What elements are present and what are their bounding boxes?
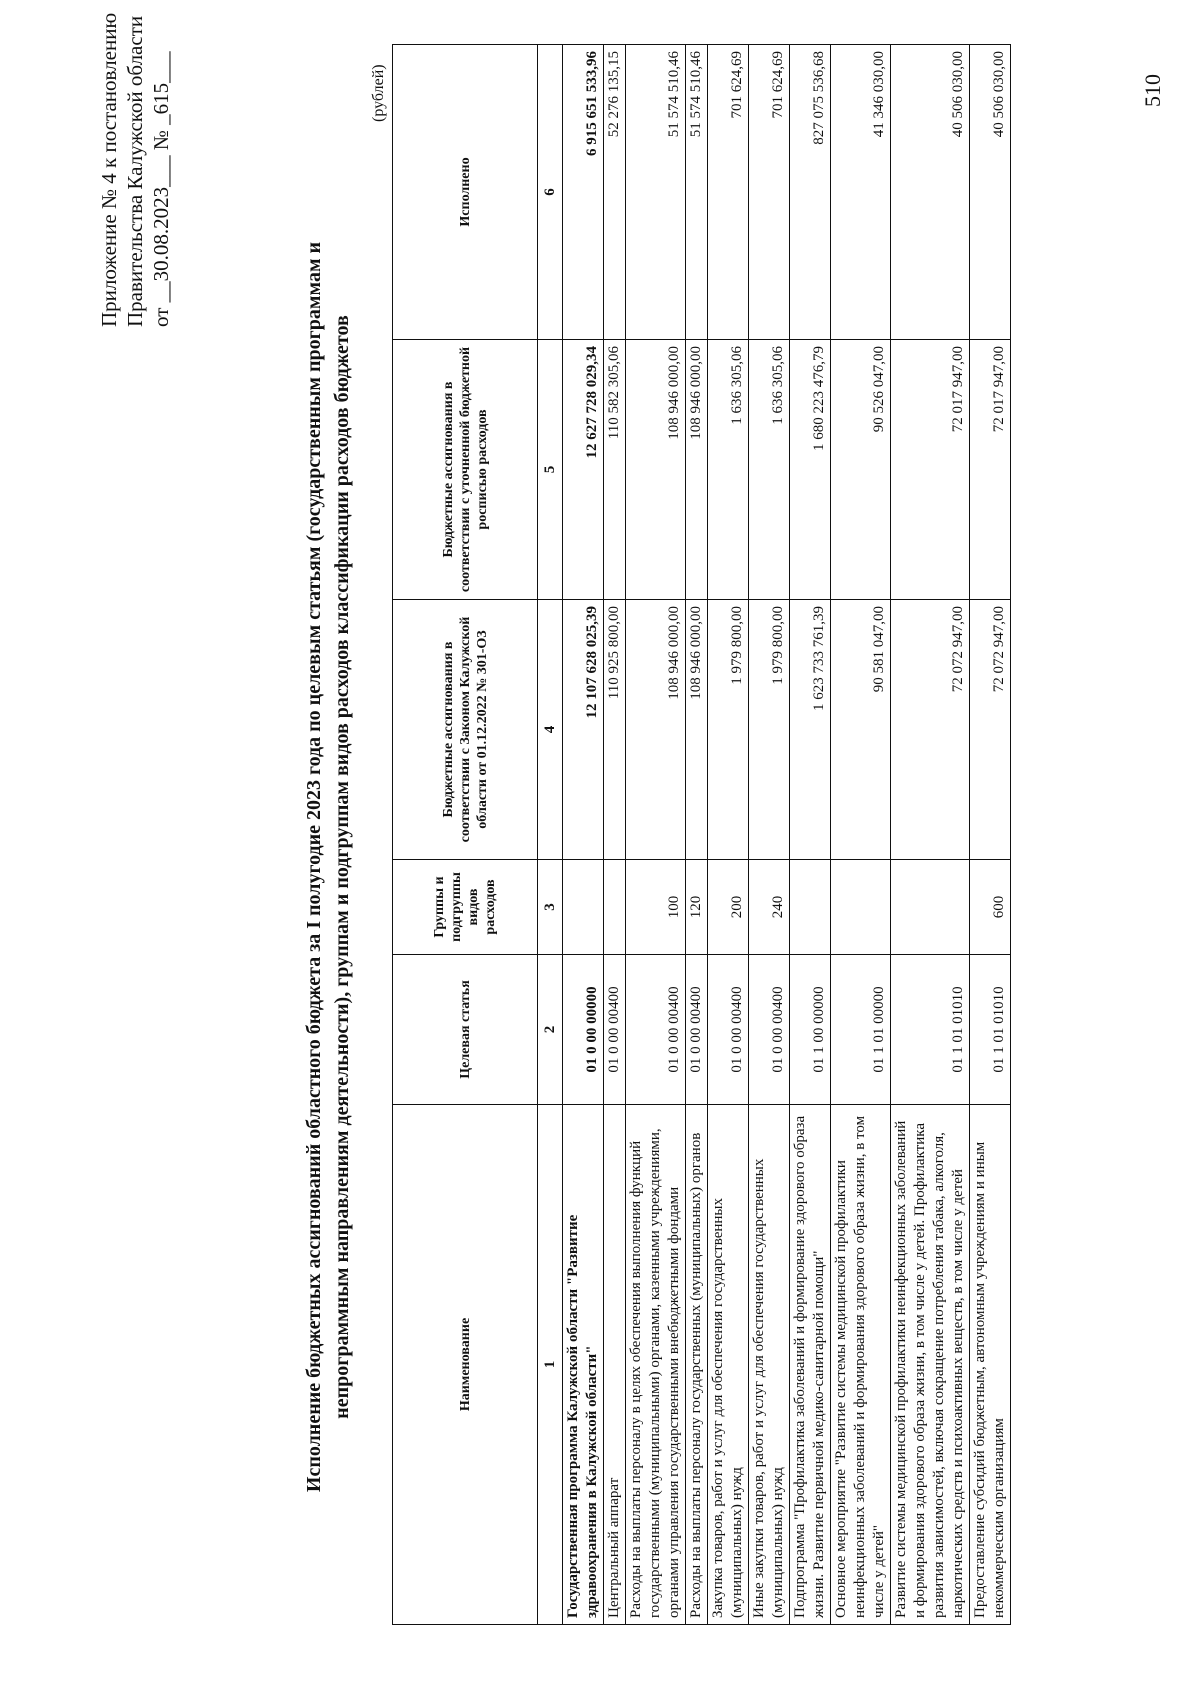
row-group: 120 [686, 860, 708, 955]
row-name: Предоставление субсидий бюджетным, автономным учреждениям и иным некоммерческим организациям [970, 1105, 1011, 1625]
row-group: 200 [708, 860, 749, 955]
table-column-numbers-row [538, 45, 563, 1625]
column-header-code: Целевая статья [393, 955, 538, 1105]
column-number: 2 [538, 955, 563, 1105]
row-group [831, 860, 891, 955]
row-group [563, 860, 604, 955]
table-row [970, 45, 1011, 1625]
row-target-code: 01 0 00 00400 [749, 955, 790, 1105]
row-law-amount: 110 925 800,00 [604, 600, 626, 860]
table-row [891, 45, 970, 1625]
appendix-header [96, 12, 174, 327]
table-row [749, 45, 790, 1625]
row-name: Основное мероприятие "Развитие системы медицинской профилактики неинфекционных заболеваний и формирования здорового образа жизни, в том числе у детей" [831, 1105, 891, 1625]
row-executed-amount: 40 506 030,00 [891, 45, 970, 340]
table-row [563, 45, 604, 1625]
row-executed-amount: 51 574 510,46 [626, 45, 686, 340]
row-executed-amount: 40 506 030,00 [970, 45, 1011, 340]
row-law-amount: 12 107 628 025,39 [563, 600, 604, 860]
row-law-amount: 72 072 947,00 [970, 600, 1011, 860]
budget-table [392, 44, 1011, 1625]
row-executed-amount: 6 915 651 533,96 [563, 45, 604, 340]
row-executed-amount: 52 276 135,15 [604, 45, 626, 340]
column-header-group: Группы и подгруппы видов расходов [393, 860, 538, 955]
row-executed-amount: 701 624,69 [749, 45, 790, 340]
title-line-1: Исполнение бюджетных ассигнований областного бюджета за I полугодие 2023 года по целевым статьям (государственным программам и [303, 241, 325, 1493]
row-group [891, 860, 970, 955]
appendix-line-3: от __30.08.2023___ № _615___ [149, 51, 173, 327]
column-number: 4 [538, 600, 563, 860]
table-row [604, 45, 626, 1625]
column-header-law: Бюджетные ассигнования в соответствии с Законом Калужской области от 01.12.2022 № 301-ОЗ [393, 600, 538, 860]
row-target-code: 01 0 00 00400 [686, 955, 708, 1105]
row-name: Иные закупки товаров, работ и услуг для обеспечения государственных (муниципальных) нужд [749, 1105, 790, 1625]
page-number: 510 [1140, 74, 1165, 107]
row-target-code: 01 1 01 01010 [970, 955, 1011, 1105]
units-label: (рублей) [370, 64, 387, 122]
appendix-line-2: Правительства Калужской области [123, 15, 147, 327]
row-plan-amount: 1 636 305,06 [749, 340, 790, 600]
row-executed-amount: 41 346 030,00 [831, 45, 891, 340]
row-target-code: 01 1 01 01010 [891, 955, 970, 1105]
row-name: Подпрограмма "Профилактика заболеваний и формирование здорового образа жизни. Развитие первичной медико-санитарной помощи" [790, 1105, 831, 1625]
row-executed-amount: 827 075 536,68 [790, 45, 831, 340]
column-header-plan: Бюджетные ассигнования в соответствии с уточненной бюджетной росписью расходов [393, 340, 538, 600]
row-plan-amount: 90 526 047,00 [831, 340, 891, 600]
table-row [686, 45, 708, 1625]
row-plan-amount: 1 680 223 476,79 [790, 340, 831, 600]
column-number: 1 [538, 1105, 563, 1625]
row-law-amount: 1 623 733 761,39 [790, 600, 831, 860]
row-law-amount: 108 946 000,00 [686, 600, 708, 860]
table-row [708, 45, 749, 1625]
row-target-code: 01 0 00 00400 [708, 955, 749, 1105]
table-row [831, 45, 891, 1625]
row-name: Расходы на выплаты персоналу государственных (муниципальных) органов [686, 1105, 708, 1625]
table-header-row [393, 45, 538, 1625]
row-plan-amount: 108 946 000,00 [686, 340, 708, 600]
row-law-amount: 90 581 047,00 [831, 600, 891, 860]
column-header-name: Наименование [393, 1105, 538, 1625]
row-executed-amount: 701 624,69 [708, 45, 749, 340]
row-name: Развитие системы медицинской профилактики неинфекционных заболеваний и формирования здорового образа жизни, в том числе у детей. Профилактика развития зависимостей, включая сокращение потребления табака, алкоголя, наркотических средств и психоактивных веществ, в том числе у детей [891, 1105, 970, 1625]
document-title [300, 167, 356, 1567]
row-group [790, 860, 831, 955]
table-row [790, 45, 831, 1625]
row-plan-amount: 108 946 000,00 [626, 340, 686, 600]
row-name: Государственная программа Калужской области "Развитие здравоохранения в Калужской области" [563, 1105, 604, 1625]
row-target-code: 01 1 01 00000 [831, 955, 891, 1105]
row-target-code: 01 0 00 00400 [604, 955, 626, 1105]
title-line-2: непрограммным направлениям деятельности), группам и подгруппам видов расходов классификации расходов бюджетов [331, 315, 353, 1419]
column-header-done: Исполнено [393, 45, 538, 340]
row-group: 240 [749, 860, 790, 955]
column-number: 3 [538, 860, 563, 955]
row-plan-amount: 110 582 305,06 [604, 340, 626, 600]
row-target-code: 01 1 00 00000 [790, 955, 831, 1105]
row-plan-amount: 1 636 305,06 [708, 340, 749, 600]
row-group [604, 860, 626, 955]
row-law-amount: 1 979 800,00 [708, 600, 749, 860]
row-plan-amount: 12 627 728 029,34 [563, 340, 604, 600]
row-executed-amount: 51 574 510,46 [686, 45, 708, 340]
column-number: 5 [538, 340, 563, 600]
row-group: 600 [970, 860, 1011, 955]
column-number: 6 [538, 45, 563, 340]
row-group: 100 [626, 860, 686, 955]
row-plan-amount: 72 017 947,00 [970, 340, 1011, 600]
row-name: Центральный аппарат [604, 1105, 626, 1625]
row-law-amount: 1 979 800,00 [749, 600, 790, 860]
appendix-line-1: Приложение № 4 к постановлению [97, 12, 121, 327]
table-row [626, 45, 686, 1625]
row-law-amount: 72 072 947,00 [891, 600, 970, 860]
row-target-code: 01 0 00 00000 [563, 955, 604, 1105]
row-name: Закупка товаров, работ и услуг для обеспечения государственных (муниципальных) нужд [708, 1105, 749, 1625]
row-name: Расходы на выплаты персоналу в целях обеспечения выполнения функций государственными (муниципальными) органами, казенными учреждениями, органами управления государственными внебюджетными фондами [626, 1105, 686, 1625]
row-target-code: 01 0 00 00400 [626, 955, 686, 1105]
row-plan-amount: 72 017 947,00 [891, 340, 970, 600]
row-law-amount: 108 946 000,00 [626, 600, 686, 860]
